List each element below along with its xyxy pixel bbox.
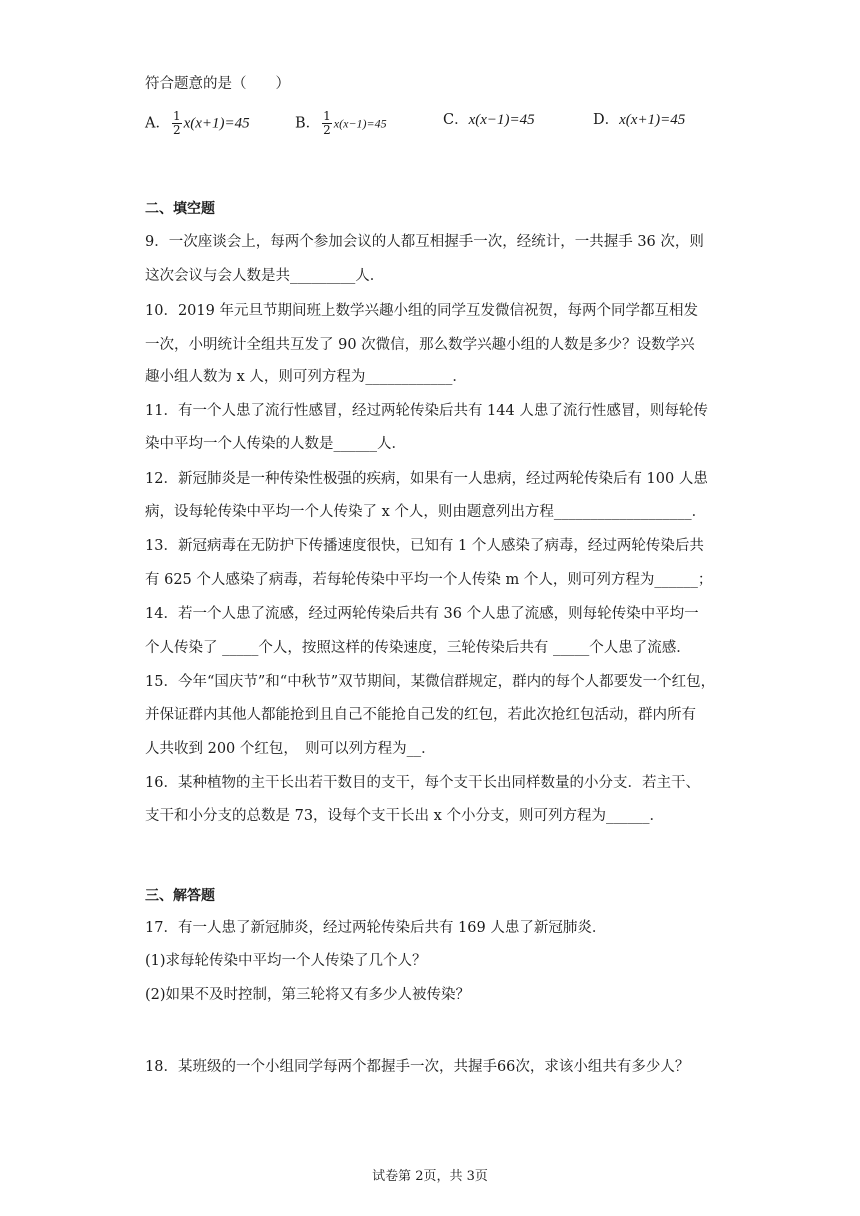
q17-stem: 17．有一人患了新冠肺炎，经过两轮传染后共有 169 人患了新冠肺炎． <box>145 920 607 936</box>
q9-line-2: 这次会议与会人数是共_________人． <box>145 268 385 284</box>
q9-line-1: 9．一次座谈会上，每两个参加会议的人都互相握手一次，经统计，一共握手 36 次，则 <box>145 234 704 250</box>
q13-line-1: 13．新冠病毒在无防护下传播速度很快，已知有 1 个人感染了病毒，经过两轮传染后共 <box>145 538 704 554</box>
question-8-tail: 符合题意的是（ ） <box>145 76 290 92</box>
option-c-expr: x(x−1)=45 <box>468 112 535 128</box>
q11-line-2: 染中平均一个人传染的人数是______人． <box>145 436 406 452</box>
option-a-fraction: $\frac{1}{2}$ <box>172 109 181 137</box>
q16-line-2: 支干和小分支的总数是 73，设每个支干长出 x 个小分支，则可列方程为______． <box>145 808 664 824</box>
q15-line-3: 人共收到 200 个红包， 则可以列方程为__． <box>145 741 436 757</box>
q17-part-1: (1)求每轮传染中平均一个人传染了几个人？ <box>145 953 427 969</box>
option-b-label: B． <box>295 115 321 132</box>
section-title-fill-blank: 二、填空题 <box>145 201 215 217</box>
page-footer: 试卷第 2页，共 3页 <box>372 1169 488 1184</box>
option-d-expr: x(x+1)=45 <box>619 112 686 128</box>
q12-line-1: 12．新冠肺炎是一种传染性极强的疾病，如果有一人患病，经过两轮传染后有 100 人患 <box>145 471 708 487</box>
q11-line-1: 11．有一个人患了流行性感冒，经过两轮传染后共有 144 人患了流行性感冒，则每轮传 <box>145 403 708 419</box>
q12-line-2: 病，设每轮传染中平均一个人传染了 x 个人，则由题意列出方程___________________． <box>145 504 707 520</box>
q13-line-2: 有 625 个人感染了病毒，若每轮传染中平均一个人传染 m 个人，则可列方程为______； <box>145 572 713 588</box>
q15-line-2: 并保证群内其他人都能抢到且自己不能抢自己发的红包，若此次抢红包活动，群内所有 <box>145 707 696 723</box>
option-d <box>593 110 685 130</box>
option-c <box>443 110 535 130</box>
q10-line-3: 趣小组人数为 x 人，则可列方程为____________． <box>145 369 467 385</box>
section-title-solve: 三、解答题 <box>145 888 215 904</box>
q10-line-1: 10．2019 年元旦节期间班上数学兴趣小组的同学互发微信祝贺，每两个同学都互相发 <box>145 303 698 319</box>
q16-line-1: 16．某种植物的主干长出若干数目的支干，每个支干长出同样数量的小分支．若主干、 <box>145 775 700 791</box>
q14-line-1: 14．若一个人患了流感，经过两轮传染后共有 36 个人患了流感，则每轮传染中平均一 <box>145 606 699 622</box>
q17-part-2: (2)如果不及时控制，第三轮将又有多少人被传染？ <box>145 987 471 1003</box>
option-b-expr: x(x−1)=45 <box>333 116 387 131</box>
option-b-fraction: $\frac{1}{2}$ <box>323 109 331 137</box>
q14-line-2: 个人传染了 _____个人，按照这样的传染速度，三轮传染后共有 _____个人患了流感． <box>145 640 691 656</box>
option-d-label: D． <box>593 112 620 128</box>
option-c-label: C． <box>443 112 469 128</box>
q15-line-1: 15．今年“国庆节”和“中秋节”双节期间，某微信群规定，群内的每个人都要发一个红包， <box>145 674 716 690</box>
option-a <box>145 110 250 137</box>
option-b <box>295 110 387 137</box>
q18-stem: 18．某班级的一个小组同学每两个都握手一次，共握手66次，求该小组共有多少人？ <box>145 1059 690 1075</box>
option-a-label: A． <box>145 115 170 132</box>
option-a-expr: x(x+1)=45 <box>183 115 250 132</box>
q10-line-2: 一次，小明统计全组共互发了 90 次微信，那么数学兴趣小组的人数是多少？设数学兴 <box>145 337 695 353</box>
